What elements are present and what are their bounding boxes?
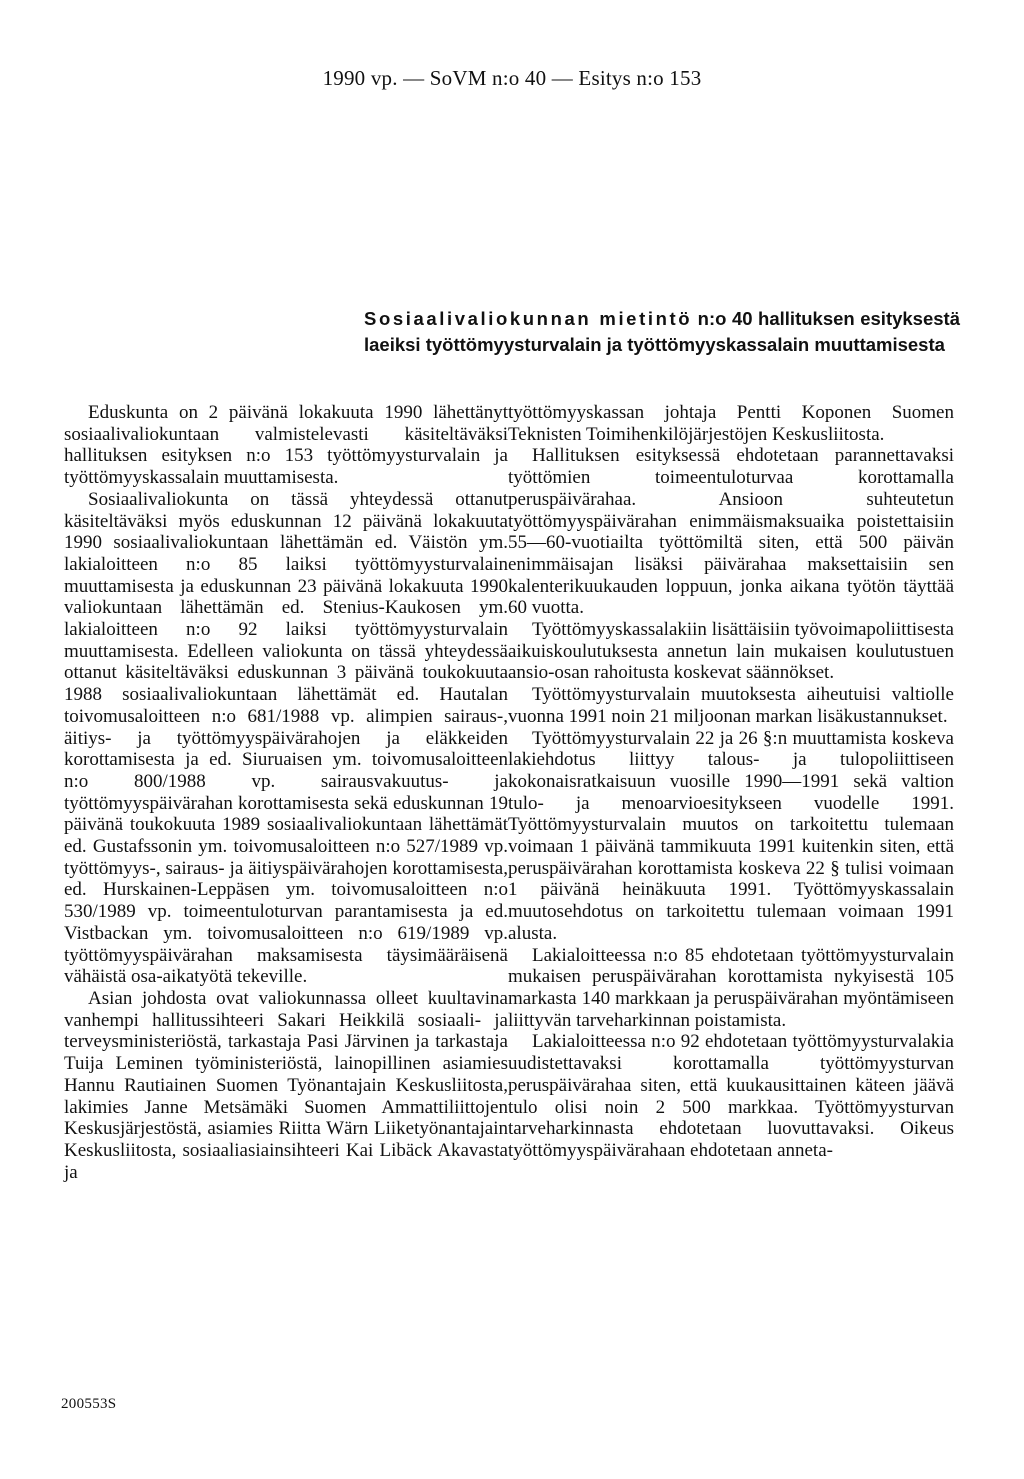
committee-name: Sosiaalivaliokunnan mietintö: [364, 308, 693, 329]
footer-code: 200553S: [61, 1396, 117, 1412]
paragraph-right-7: Lakialoitteessa n:o 92 ehdotetaan työttömyysturvalakia uudistettavaksi korottamalla työttömyysturvan peruspäivärahaa siten, että kuukausittainen käteen jäävä tulo olisi noin 2 500 markkaa. Työttömyysturvan tarveharkinnasta ehdotetaan luovuttavaksi. Oikeus työttömyyspäivärahaan ehdotetaan anneta-: [508, 1031, 954, 1161]
paragraph-right-2: Hallituksen esityksessä ehdotetaan parannettavaksi työttömien toimeentuloturvaa korottamalla peruspäivärahaa. Ansioon suhteutetun työttömyyspäivärahan enimmäismaksuaika poistettaisiin 55—60-vuotiailta työttömiltä siten, että 500 päivän enimmäisajan lisäksi päivärahaa maksettaisiin sen kalenterikuukauden loppuun, jonka aikana työtön täyttää 60 vuotta.: [508, 445, 954, 619]
running-head: 1990 vp. — SoVM n:o 40 — Esitys n:o 153: [322, 66, 702, 90]
paragraph-right-1: työttömyyskassan johtaja Pentti Koponen Suomen Teknisten Toimihenkilöjärjestöjen Keskusliitosta.: [508, 402, 954, 445]
paragraph-left-3: Asian johdosta ovat valiokunnassa olleet kuultavina vanhempi hallitussihteeri Sakari Heikkilä sosiaali- ja terveysministeriöstä, tarkastaja Pasi Järvinen ja tarkastaja Tuija Leminen työministeriöstä, lainopillinen asiamies Hannu Rautiainen Suomen Työnantajain Keskusliitosta, lakimies Janne Metsämäki Suomen Ammattiliittojen Keskusjärjestöstä, asiamies Riitta Wärn Liiketyönantajain Keskusliitosta, sosiaaliasiainsihteeri Kai Libäck Akavasta ja: [64, 987, 508, 1183]
right-column: [508, 402, 954, 1162]
paragraph-right-3: Työttömyyskassalakiin lisättäisiin työvoimapoliittisesta aikuiskoulutuksesta annetun lain mukaisen koulutustuen ansio-osan rahoitusta koskevat säännökset.: [508, 619, 954, 684]
paragraph-left-2: Sosiaalivaliokunta on tässä yhteydessä ottanut käsiteltäväksi myös eduskunnan 12 päivänä lokakuuta 1990 sosiaalivaliokuntaan lähettämän ed. Väistön ym. lakialoitteen n:o 85 laiksi työttömyysturvalain muuttamisesta ja eduskunnan 23 päivänä lokakuuta 1990 valiokuntaan lähettämän ed. Stenius-Kaukosen ym. lakialoitteen n:o 92 laiksi työttömyysturvalain muuttamisesta. Edelleen valiokunta on tässä yhteydessä ottanut käsiteltäväksi eduskunnan 3 päivänä toukokuuta 1988 sosiaalivaliokuntaan lähettämät ed. Hautalan toivomusaloitteen n:o 681/1988 vp. alimpien sairaus-, äitiys- ja työttömyyspäivärahojen ja eläkkeiden korottamisesta ja ed. Siuruaisen ym. toivomusaloitteen n:o 800/1988 vp. sairausvakuutus- ja työttömyyspäivärahan korottamisesta sekä eduskunnan 19 päivänä toukokuuta 1989 sosiaalivaliokuntaan lähettämät ed. Gustafssonin ym. toivomusaloitteen n:o 527/1989 vp. työttömyys-, sairaus- ja äitiyspäivärahojen korottamisesta, ed. Hurskainen-Leppäsen ym. toivomusaloitteen n:o 530/1989 vp. toimeentuloturvan parantamisesta ja ed. Vistbackan ym. toivomusaloitteen n:o 619/1989 vp. työttömyyspäivärahan maksamisesta täysimääräisenä vähäistä osa-aikatyötä tekeville.: [64, 488, 508, 988]
document-title: [364, 306, 960, 358]
left-column: [64, 402, 508, 1183]
title-rest: n:o 40 hallituksen esityksestä laeiksi työttömyysturvalain ja työttömyyskassalain muuttamisesta: [364, 308, 960, 355]
paragraph-right-6: Lakialoitteessa n:o 85 ehdotetaan työttömyysturvalain mukaisen peruspäivärahan korottamista nykyisestä 105 markasta 140 markkaan ja peruspäivärahan myöntämiseen liittyvän tarveharkinnan poistamista.: [508, 944, 954, 1031]
paragraph-right-4: Työttömyysturvalain muutoksesta aiheutuisi valtiolle vuonna 1991 noin 21 miljoonan markan lisäkustannukset.: [508, 684, 954, 727]
paragraph-right-5: Työttömyysturvalain 22 ja 26 §:n muuttamista koskeva lakiehdotus liittyy talous- ja tulopoliittiseen kokonaisratkaisuun vuosille 1990—1991 sekä valtion tulo- ja menoarvioesitykseen vuodelle 1991. Työttömyysturvalain muutos on tarkoitettu tulemaan voimaan 1 päivänä tammikuuta 1991 kuitenkin siten, että peruspäivärahan korottamista koskeva 22 § tulisi voimaan 1 päivänä heinäkuuta 1991. Työttömyyskassalain muutosehdotus on tarkoitettu tulemaan voimaan 1991 alusta.: [508, 727, 954, 944]
paragraph-left-1: Eduskunta on 2 päivänä lokakuuta 1990 lähettänyt sosiaalivaliokuntaan valmistelevasti käsiteltäväksi hallituksen esityksen n:o 153 työttömyysturvalain ja työttömyyskassalain muuttamisesta.: [64, 402, 508, 489]
